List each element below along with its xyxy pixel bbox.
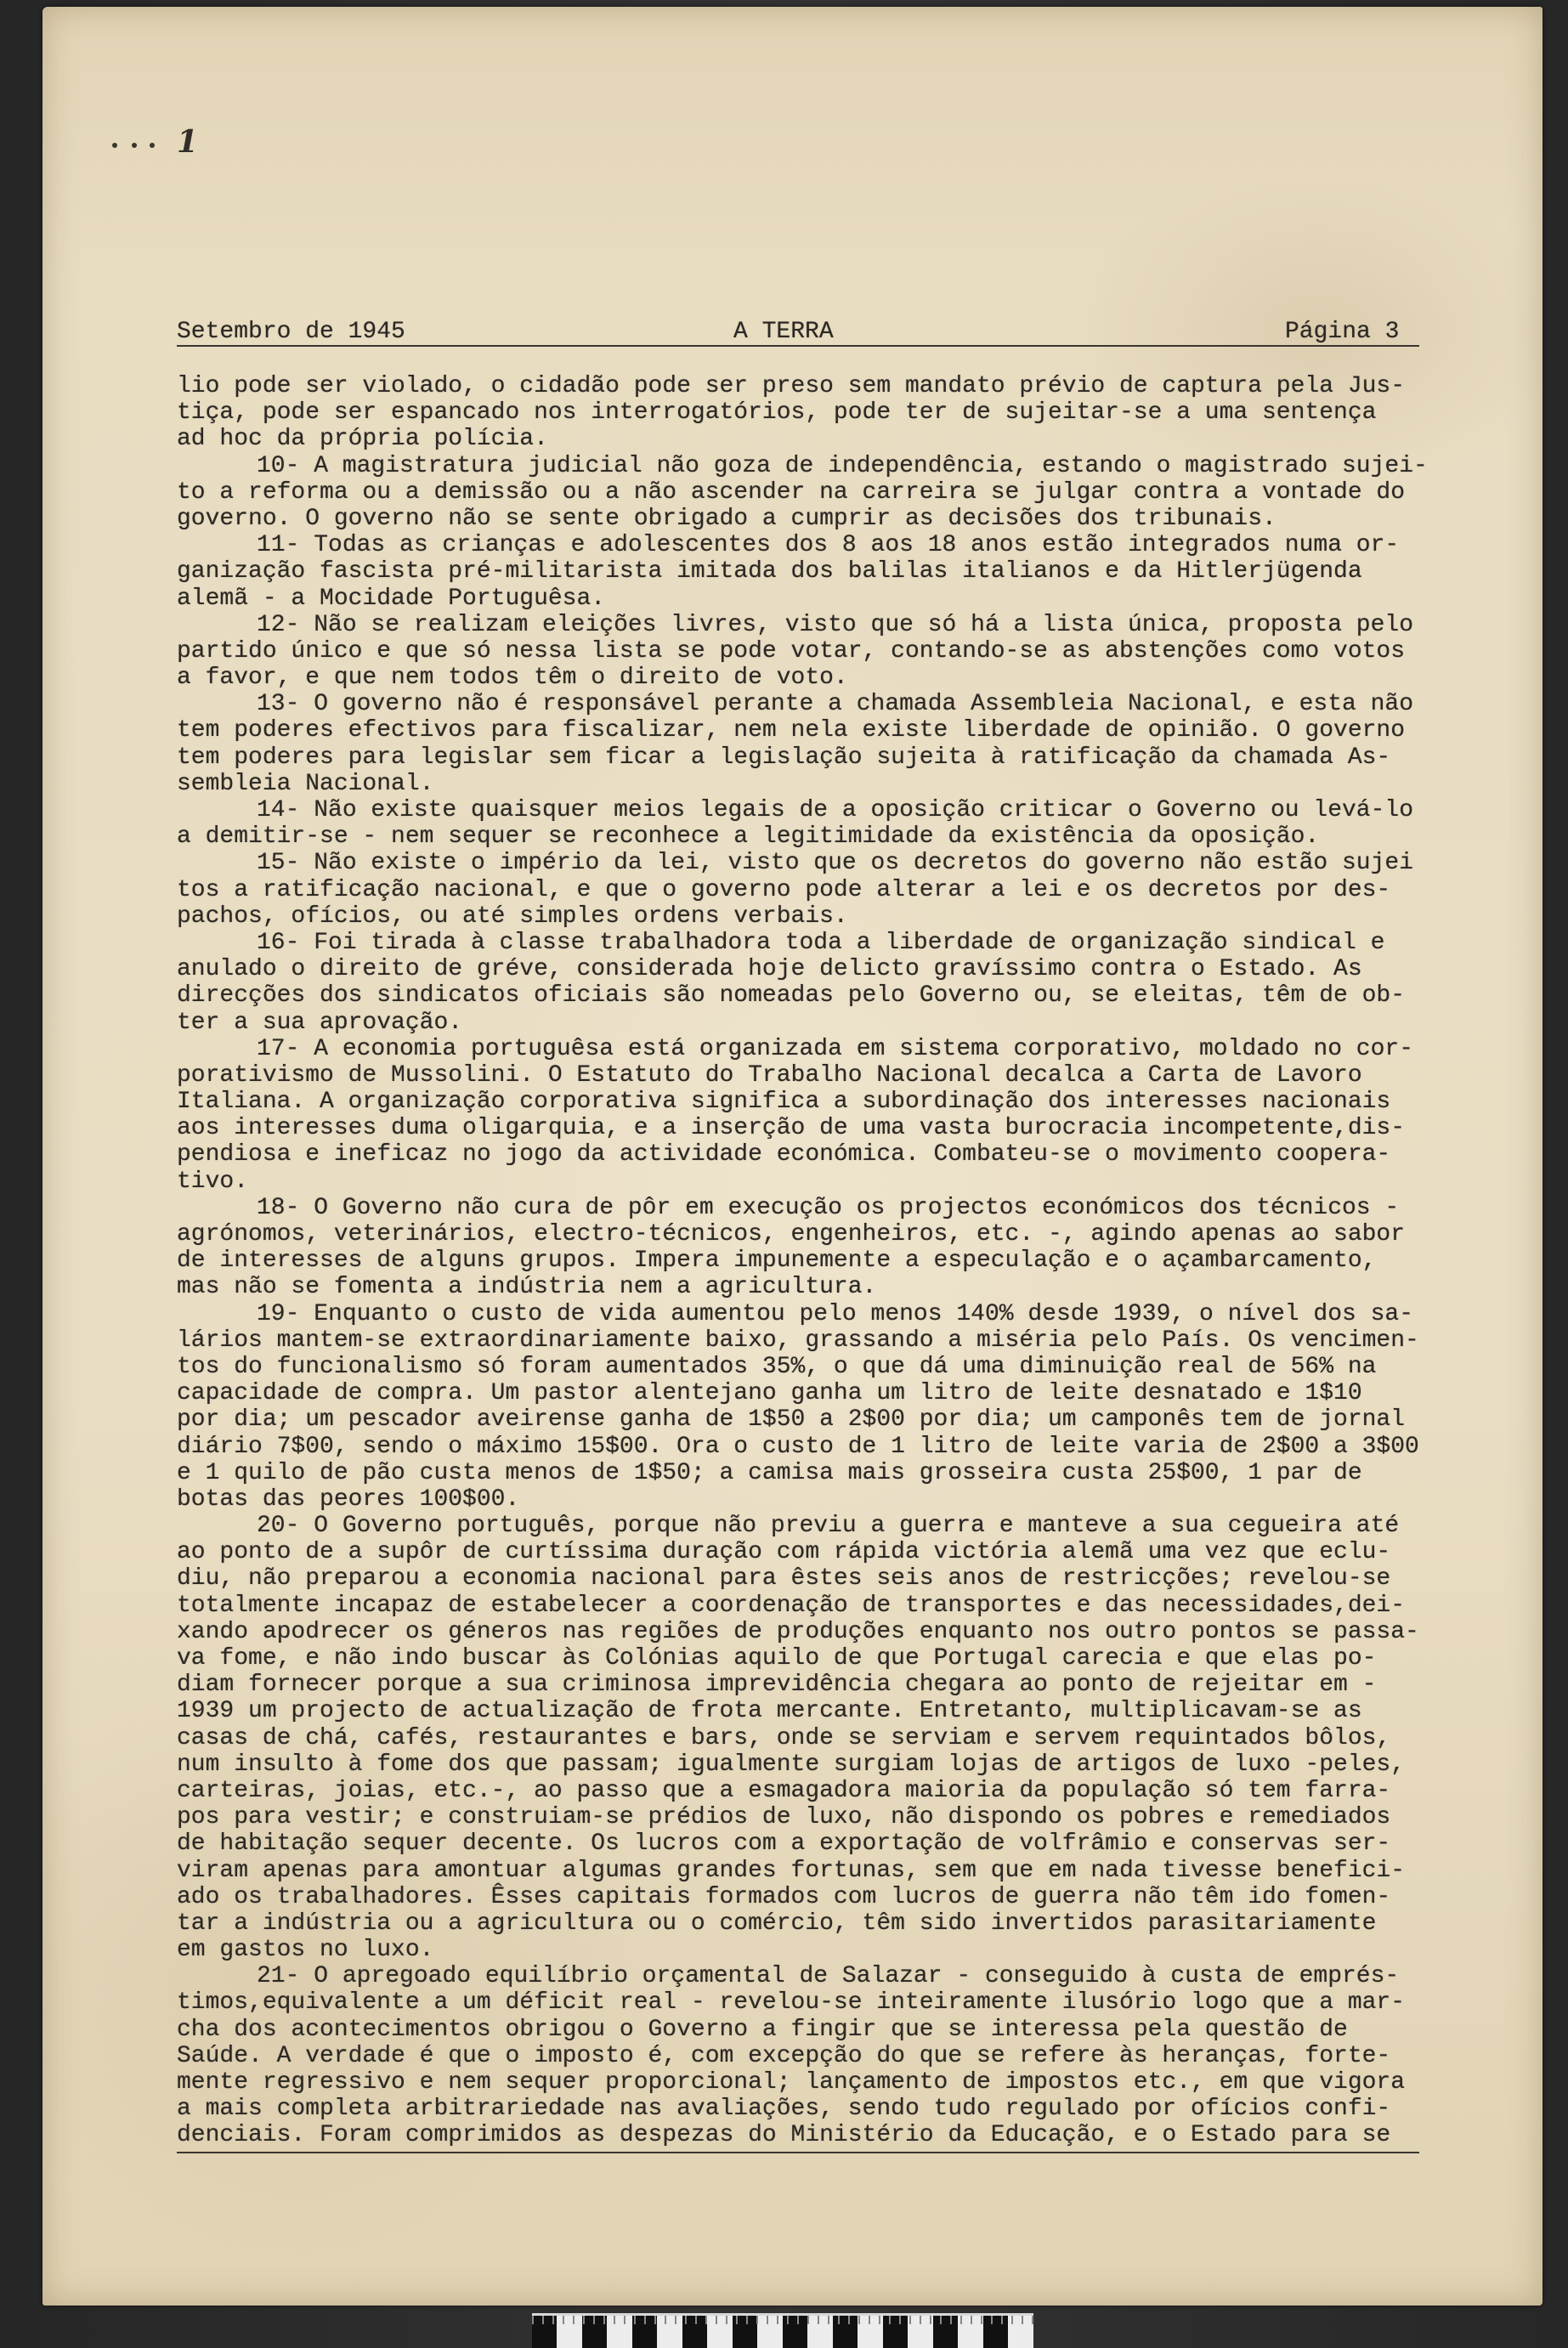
paragraph (177, 1195, 1503, 1301)
text-line: 18- O Governo não cura de pôr em execução os projectos económicos dos técnicos - (257, 1194, 1400, 1221)
text-line: a demitir-se - nem sequer se reconhece a legitimidade da existência da oposição. (177, 823, 1320, 851)
handwritten-dot (132, 143, 137, 148)
text-line: casas de chá, cafés, restaurantes e bars, onde se serviam e servem requintados bôlos, (177, 1724, 1391, 1751)
text-line: diam fornecer porque a sua criminosa imprevidência chegara ao ponto de rejeitar em - (177, 1672, 1377, 1699)
text-line: to a reforma ou a demissão ou a não ascender na carreira se julgar contra a vontade do (177, 478, 1406, 506)
text-line: 11- Todas as crianças e adolescentes dos 8 aos 18 anos estão integrados numa or- (257, 532, 1400, 559)
header-date: Setembro de 1945 (177, 319, 405, 345)
header-page-number: Página 3 (1285, 319, 1400, 345)
text-line: viram apenas para amontuar algumas grandes fortunas, sem que em nada tivesse benefici- (177, 1857, 1406, 1884)
text-line: 16- Foi tirada à classe trabalhadora toda a liberdade de organização sindical e (257, 929, 1385, 956)
text-line: a mais completa arbitrariedade nas avaliações, sendo tudo regulado por ofícios confi- (177, 2096, 1391, 2123)
text-line: botas das peores 100$00. (177, 1485, 520, 1513)
text-line: 14- Não existe quaisquer meios legais de a oposição criticar o Governo ou levá-lo (257, 797, 1414, 823)
text-line: a favor, e que nem todos têm o direito de voto. (177, 665, 848, 692)
paragraph (177, 797, 1503, 850)
folio-mark: 1 (177, 124, 199, 160)
text-line: tem poderes para legislar sem ficar a legislação sujeita à ratificação da chamada As- (177, 744, 1391, 771)
text-line: mente regressivo e nem sequer proporcional; lançamento de impostos etc., em que vigora (177, 2069, 1406, 2096)
text-line: cha dos acontecimentos obrigou o Governo a fingir que se interessa pela questão de (177, 2016, 1348, 2043)
text-line: pachos, ofícios, ou até simples ordens verbais. (177, 902, 848, 930)
text-line: diu, não preparou a economia nacional para êstes seis anos de restricções; revelou-se (177, 1565, 1391, 1593)
text-line: pos para vestir; e construiam-se prédios de luxo, não dispondo os pobres e remediados (177, 1804, 1391, 1831)
text-line: ganização fascista pré-militarista imitada dos balilas italianos e da Hitlerjügenda (177, 558, 1362, 586)
text-line: denciais. Foram comprimidos as despezas do Ministério da Educação, e o Estado para se (177, 2122, 1391, 2149)
paragraph (177, 1513, 1503, 1963)
text-line: tivo. (177, 1168, 249, 1195)
text-line: lários mantem-se extraordinariamente baixo, grassando a miséria pelo País. Os vencimen- (177, 1327, 1419, 1354)
paragraph (177, 1963, 1503, 2148)
text-line: sembleia Nacional. (177, 770, 434, 797)
text-line: ao ponto de a supôr de curtíssima duração com rápida victória alemã uma vez que eclu- (177, 1539, 1391, 1566)
text-line: direcções dos sindicatos oficiais são nomeadas pelo Governo ou, se eleitas, têm de ob- (177, 982, 1406, 1010)
paragraph (177, 373, 1503, 453)
text-line: mas não se fomenta a indústria nem a agricultura. (177, 1274, 877, 1301)
text-line: carteiras, joias, etc.-, ao passo que a esmagadora maioria da população só tem farra- (177, 1777, 1391, 1804)
paragraph (177, 850, 1503, 930)
text-line: ter a sua aprovação. (177, 1009, 463, 1036)
text-line: tos do funcionalismo só foram aumentados 35%, o que dá uma diminuição real de 56% na (177, 1353, 1377, 1380)
text-line: 20- O Governo português, porque não previu a guerra e manteve a sua cegueira até (257, 1513, 1400, 1540)
paragraph (177, 691, 1503, 797)
text-line: 15- Não existe o império da lei, visto que os decretos do governo não estão sujei (257, 850, 1414, 877)
text-line: por dia; um pescador aveirense ganha de 1$50 a 2$00 por dia; um camponês tem de jornal (177, 1406, 1406, 1434)
text-line: num insulto à fome dos que passam; igualmente surgiam lojas de artigos de luxo -peles, (177, 1751, 1406, 1778)
paragraph (177, 612, 1503, 692)
text-line: tar a indústria ou a agricultura ou o comércio, têm sido invertidos parasitariamente (177, 1910, 1377, 1937)
text-line: em gastos no luxo. (177, 1937, 434, 1964)
text-line: va fome, e não indo buscar às Colónias aquilo de que Portugal carecia e que elas po- (177, 1645, 1377, 1672)
text-line: agrónomos, veterinários, electro-técnicos, engenheiros, etc. -, agindo apenas ao sabor (177, 1221, 1406, 1248)
paragraph (177, 930, 1503, 1036)
paragraph (177, 1301, 1503, 1513)
text-line: tiça, pode ser espancado nos interrogatórios, pode ter de sujeitar-se a uma sentença (177, 399, 1377, 427)
document-sheet (42, 7, 1543, 2306)
text-line: Italiana. A organização corporativa significa a subordinação dos interesses nacionais (177, 1089, 1391, 1116)
handwritten-dot (150, 143, 155, 148)
text-line: 21- O apregoado equilíbrio orçamental de Salazar - conseguido à custa de emprés- (257, 1963, 1400, 1990)
text-line: aos interesses duma oligarquia, e a inserção de uma vasta burocracia incompetente,dis- (177, 1115, 1406, 1142)
text-line: 10- A magistratura judicial não goza de independência, estando o magistrado sujei- (257, 452, 1428, 479)
body-text (177, 373, 1503, 2149)
header-title: A TERRA (733, 319, 834, 345)
text-line: xando apodrecer os géneros nas regiões de produções enquanto nos outro pontos se passa- (177, 1618, 1419, 1645)
text-line: lio pode ser violado, o cidadão pode ser preso sem mandato prévio de captura pela Jus- (177, 373, 1406, 399)
text-line: tem poderes efectivos para fiscalizar, nem nela existe liberdade de opinião. O governo (177, 717, 1406, 744)
text-line: de interesses de alguns grupos. Impera impunemente a especulação e o açambarcamento, (177, 1248, 1377, 1275)
text-line: anulado o direito de gréve, considerada hoje delicto gravíssimo contra o Estado. As (177, 956, 1362, 983)
text-line: 13- O governo não é responsável perante a chamada Assembleia Nacional, e esta não (257, 691, 1414, 718)
text-line: totalmente incapaz de estabelecer a coordenação de transportes e das necessidades,dei- (177, 1592, 1406, 1619)
text-line: 12- Não se realizam eleições livres, visto que só há a lista única, proposta pelo (257, 611, 1414, 638)
text-line: timos,equivalente a um déficit real - revelou-se inteiramente ilusório logo que a mar- (177, 1989, 1406, 2017)
text-line: ad hoc da própria polícia. (177, 426, 548, 453)
paragraph (177, 532, 1503, 612)
text-line: pendiosa e ineficaz no jogo da actividade económica. Combateu-se o movimento coopera- (177, 1141, 1391, 1168)
text-line: alemã - a Mocidade Portuguêsa. (177, 585, 606, 612)
bottom-rule (177, 2152, 1419, 2153)
text-line: capacidade de compra. Um pastor alentejano ganha um litro de leite desnatado e 1$10 (177, 1380, 1362, 1407)
text-line: Saúde. A verdade é que o imposto é, com excepção do que se refere às heranças, forte- (177, 2042, 1391, 2069)
text-line: ado os trabalhadores. Êsses capitais formados com lucros de guerra não têm ido fomen- (177, 1883, 1391, 1910)
text-line: e 1 quilo de pão custa menos de 1$50; a camisa mais grosseira custa 25$00, 1 par de (177, 1459, 1362, 1486)
handwritten-dot (112, 143, 117, 148)
paragraph (177, 453, 1503, 533)
header-rule (177, 345, 1419, 347)
text-line: 17- A economia portuguêsa está organizada em sistema corporativo, moldado no cor- (257, 1035, 1414, 1062)
text-line: 1939 um projecto de actualização de frota mercante. Entretanto, multiplicavam-se as (177, 1698, 1362, 1725)
text-line: porativismo de Mussolini. O Estatuto do Trabalho Nacional decalca a Carta de Lavoro (177, 1061, 1362, 1089)
paragraph (177, 1036, 1503, 1195)
text-line: partido único e que só nessa lista se pode votar, contando-se as abstenções como votos (177, 637, 1406, 665)
scale-ruler (532, 2313, 1033, 2348)
text-line: de habitação sequer decente. Os lucros com a exportação de volfrâmio e conservas ser- (177, 1830, 1391, 1858)
text-line: tos a ratificação nacional, e que o governo pode alterar a lei e os decretos por des- (177, 876, 1391, 903)
text-line: 19- Enquanto o custo de vida aumentou pelo menos 140% desde 1939, o nível dos sa- (257, 1300, 1414, 1327)
text-line: diário 7$00, sendo o máximo 15$00. Ora o custo de 1 litro de leite varia de 2$00 a 3$00 (177, 1433, 1419, 1460)
text-line: governo. O governo não se sente obrigado a cumprir as decisões dos tribunais. (177, 505, 1276, 532)
